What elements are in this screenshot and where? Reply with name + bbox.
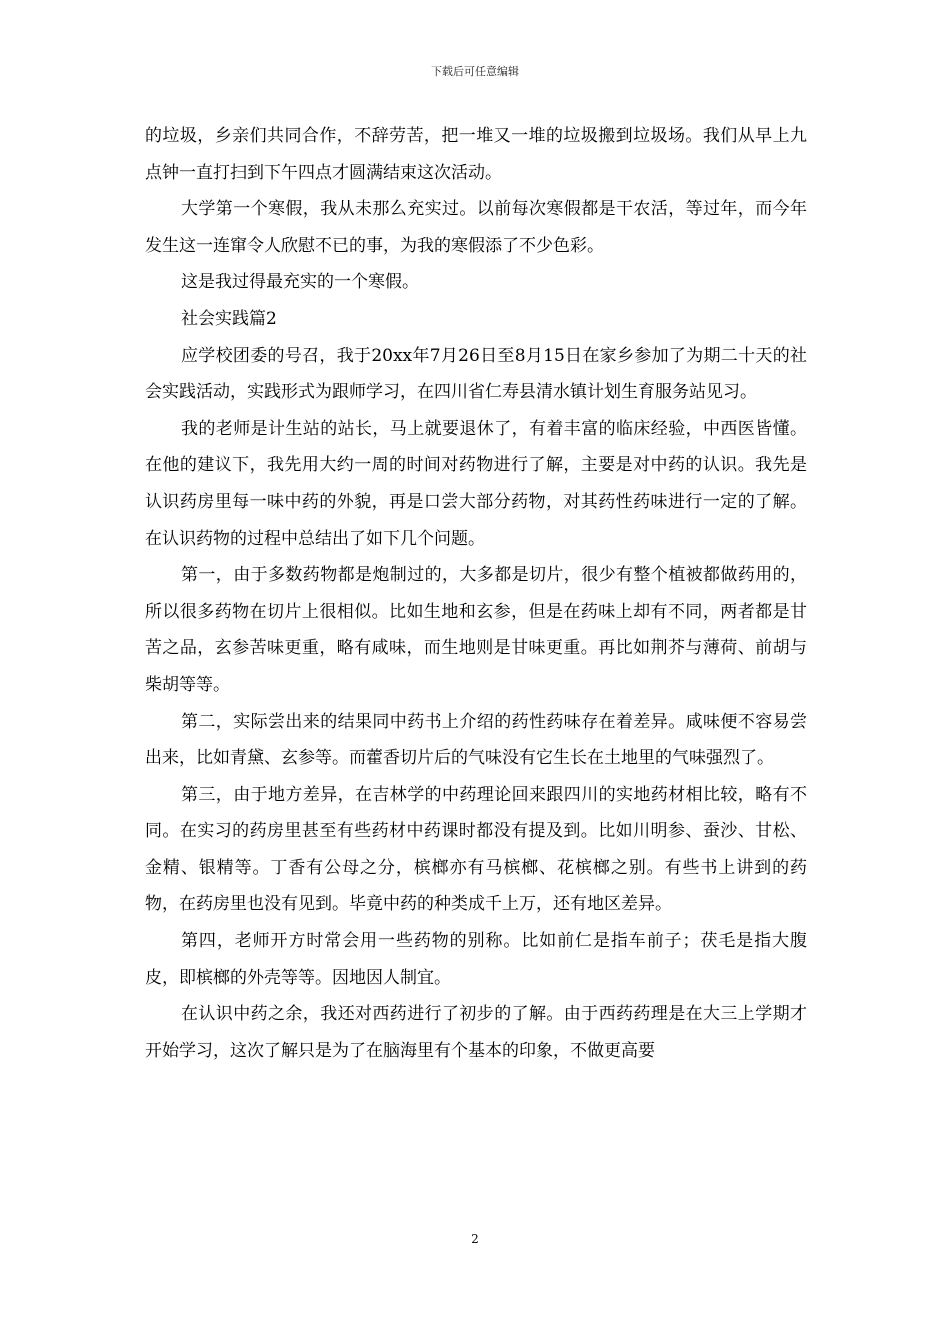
paragraph: 第四，老师开方时常会用一些药物的别称。比如前仁是指车前子；茯毛是指大腹皮，即槟榔的外壳等等。因地因人制宜。 [145,931,807,988]
paragraph: 这是我过得最充实的一个寒假。 [181,272,419,293]
page-number: 2 [471,1232,479,1246]
paragraph: 在认识中药之余，我还对西药进行了初步的了解。由于西药药理是在大三上学期才开始学习，这次了解只是为了在脑海里有个基本的印象，不做更高要 [145,1004,807,1061]
paragraph: 我的老师是计生站的站长，马上就要退休了，有着丰富的临床经验，中西医皆懂。在他的建议下，我先用大约一周的时间对药物进行了解，主要是对中药的认识。我先是认识药房里每一味中药的外貌，再是口尝大部分药物，对其药性药味进行一定的了解。在认识药物的过程中总结出了如下几个问题。 [145,418,807,549]
section-heading: 社会实践篇2 [181,308,277,329]
paragraph: 第二，实际尝出来的结果同中药书上介绍的药性药味存在着差异。咸味便不容易尝出来，比如青黛、玄参等。而藿香切片后的气味没有它生长在土地里的气味强烈了。 [145,711,807,769]
paragraph: 第一，由于多数药物都是炮制过的，大多都是切片，很少有整个植被都做药用的，所以很多药物在切片上很相似。比如生地和玄参，但是在药味上却有不同，两者都是甘苦之品，玄参苦味更重，略有咸味，而生地则是甘味更重。再比如荆芥与薄荷、前胡与柴胡等等。 [145,565,807,695]
page-header: 下载后可任意编辑 [431,65,519,78]
paragraph: 的垃圾，乡亲们共同合作，不辞劳苦，把一堆又一堆的垃圾搬到垃圾场。我们从早上九点钟一直打扫到下午四点才圆满结束这次活动。 [145,126,807,183]
document-body [145,118,807,1069]
paragraph: 应学校团委的号召，我于20xx年7月26日至8月15日在家乡参加了为期二十天的社会实践活动，实践形式为跟师学习，在四川省仁寿县清水镇计划生育服务站见习。 [145,345,807,403]
paragraph: 大学第一个寒假，我从未那么充实过。以前每次寒假都是干农活，等过年，而今年发生这一连窜令人欣慰不已的事，为我的寒假添了不少色彩。 [145,199,807,256]
paragraph: 第三，由于地方差异，在吉林学的中药理论回来跟四川的实地药材相比较，略有不同。在实习的药房里甚至有些药材中药课时都没有提及到。比如川明参、蚕沙、甘松、金精、银精等。丁香有公母之分，槟榔亦有马槟榔、花槟榔之别。有些书上讲到的药物，在药房里也没有见到。毕竟中药的种类成千上万，还有地区差异。 [145,784,807,915]
